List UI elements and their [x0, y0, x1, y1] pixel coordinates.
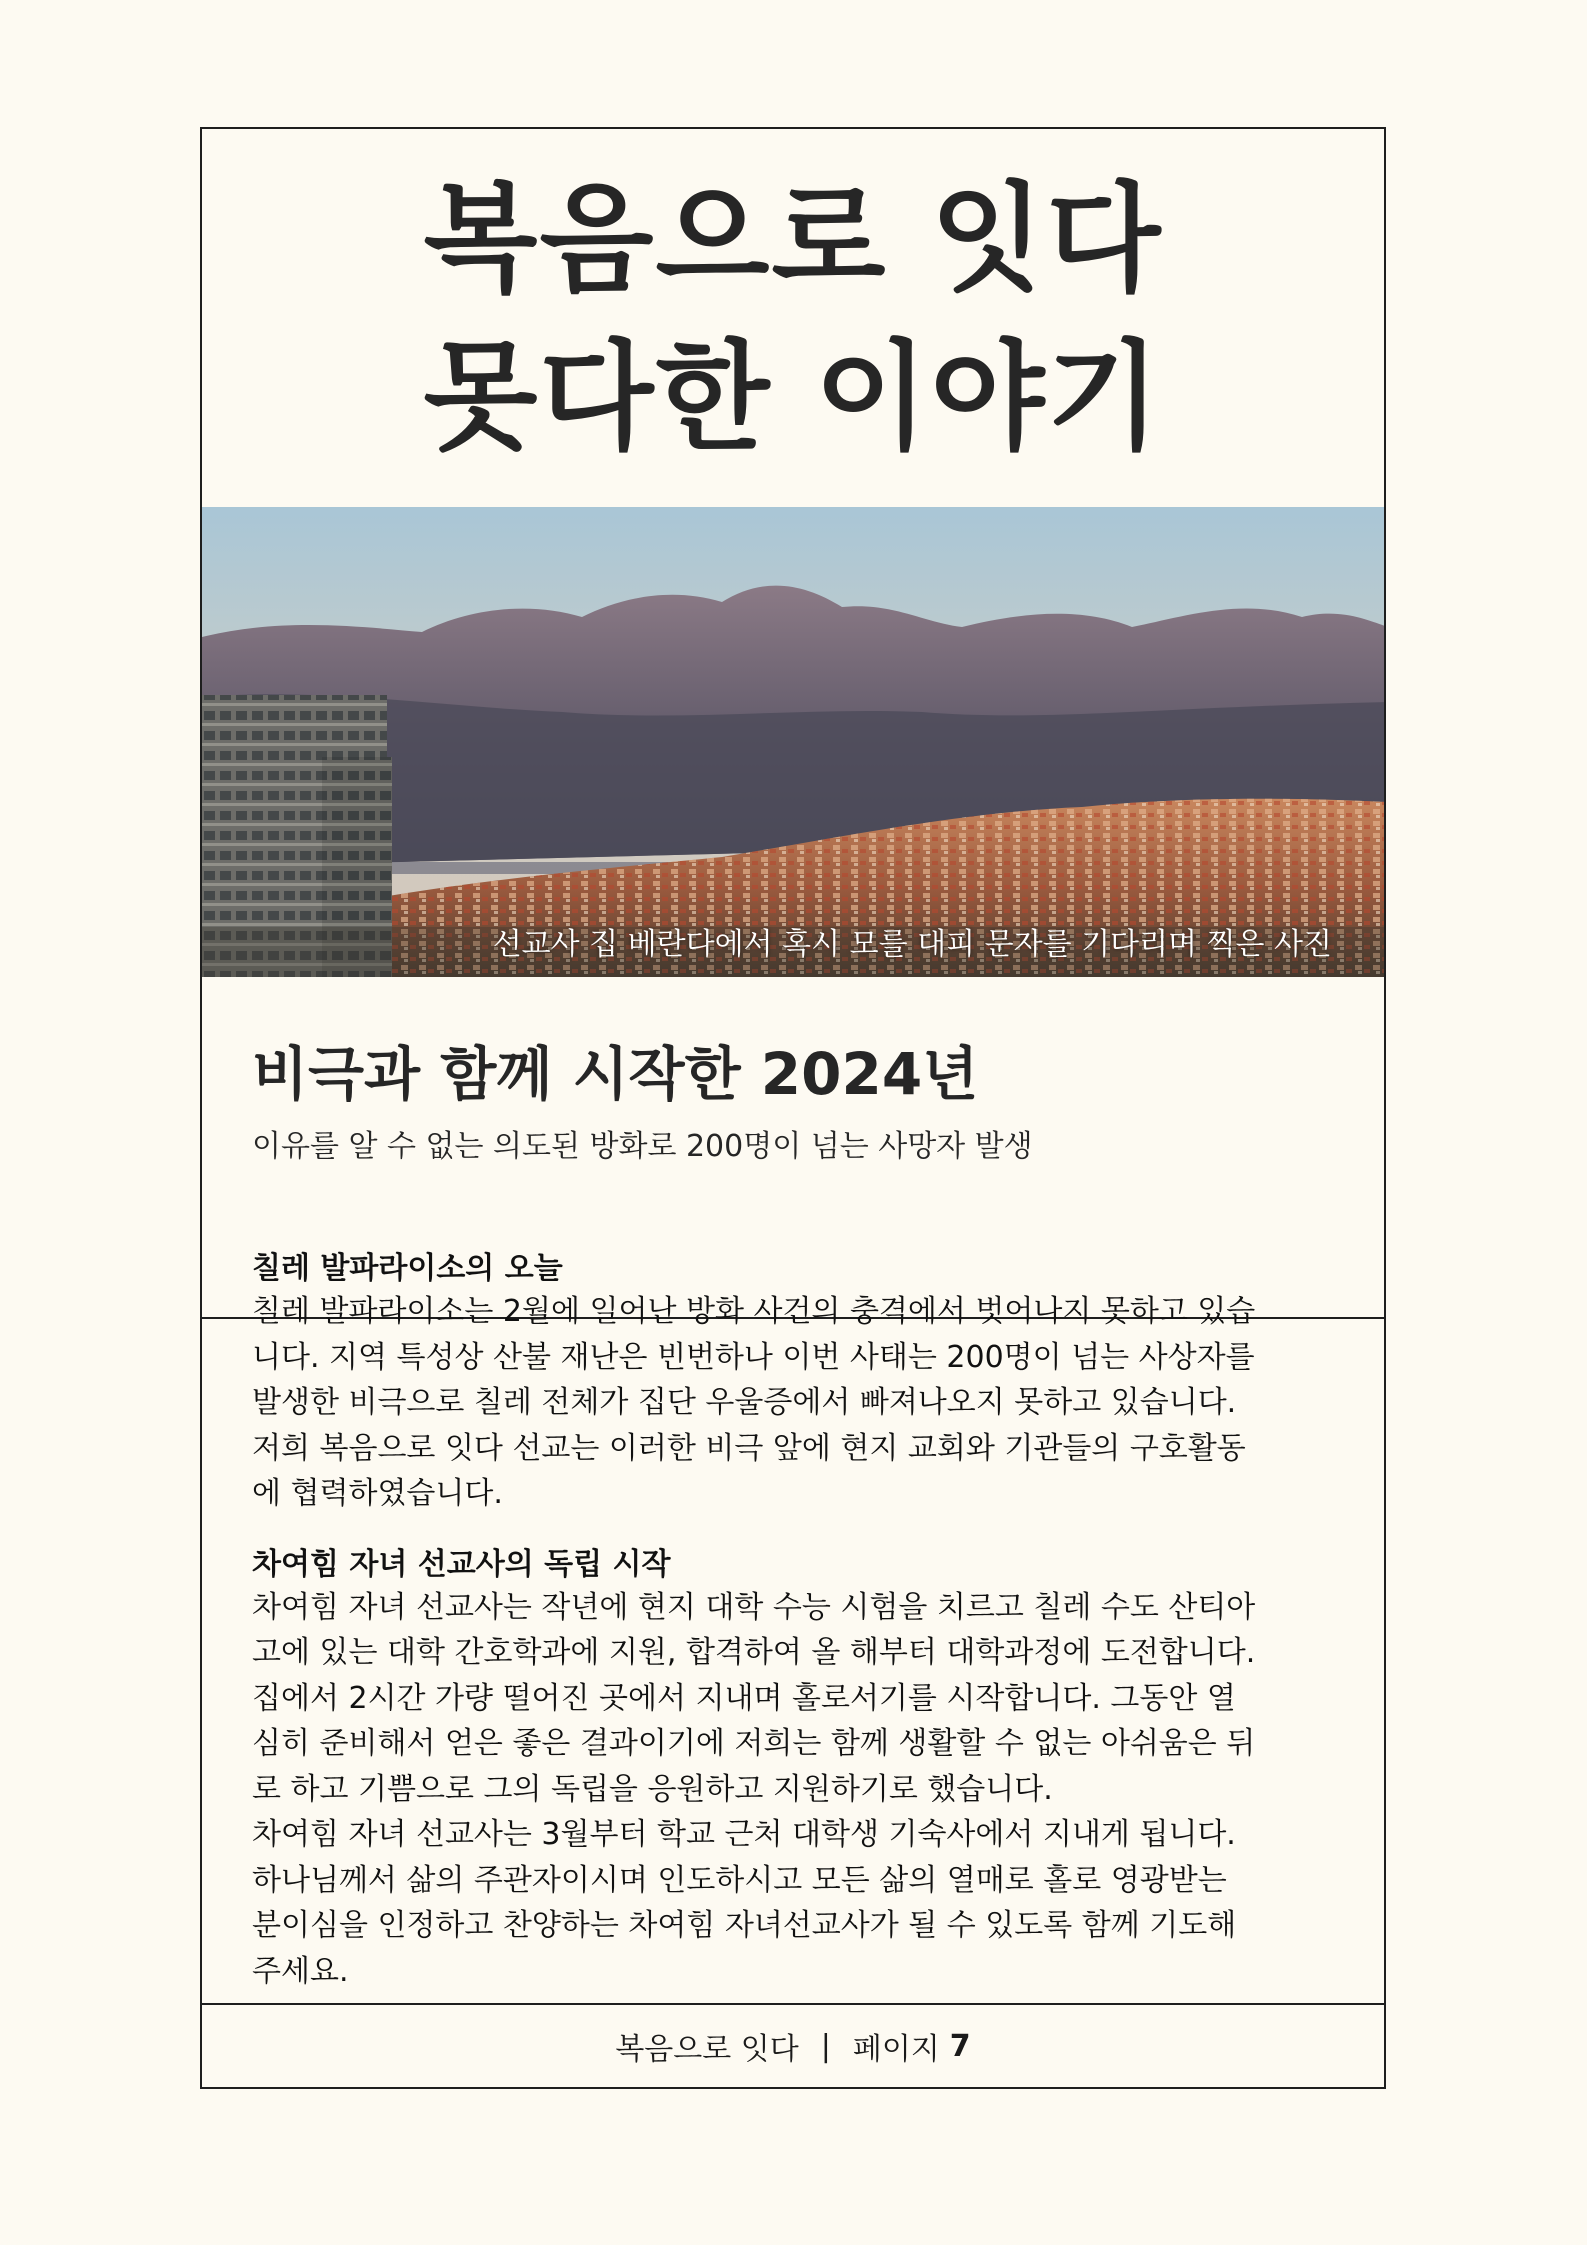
page-title-line-1: 복음으로 잇다 [423, 170, 1163, 308]
article-body [252, 1249, 1342, 1994]
footer-page-number: 7 [949, 2028, 971, 2064]
paragraph-line: 차여힘 자녀 선교사는 작년에 현지 대학 수능 시험을 치르고 칠레 수도 산티아 [252, 1589, 1256, 1625]
footer-separator: | [820, 2028, 831, 2064]
title-block [202, 129, 1384, 507]
headline: 비극과 함께 시작한 2024년 [252, 1040, 979, 1108]
paragraph-line: 집에서 2시간 가량 떨어진 곳에서 지내며 홀로서기를 시작합니다. 그동안 열 [252, 1680, 1236, 1716]
footer-brand: 복음으로 잇다 [615, 2032, 799, 2067]
section-title: 칠레 발파라이소의 오늘 [252, 1251, 563, 1286]
paragraph-line: 고에 있는 대학 간호학과에 지원, 합격하여 올 해부터 대학과정에 도전합니다. [252, 1635, 1256, 1670]
footer-page-label: 페이지 [852, 2032, 940, 2067]
paragraph-line: 주세요. [252, 1953, 349, 1989]
section-valparaiso [252, 1249, 1342, 1517]
paragraph-line: 에 협력하였습니다. [252, 1476, 503, 1511]
paragraph-line: 차여힘 자녀 선교사는 3월부터 학교 근처 대학생 기숙사에서 지내게 됩니다. [252, 1817, 1236, 1852]
page-footer [202, 2003, 1384, 2087]
smoke-over-city-photo [202, 507, 1384, 977]
paragraph-line: 발생한 비극으로 칠레 전체가 집단 우울증에서 빠져나오지 못하고 있습니다. [252, 1385, 1237, 1420]
paragraph-line: 로 하고 기쁨으로 그의 독립을 응원하고 지원하기로 했습니다. [252, 1771, 1053, 1807]
paragraph-line: 심히 준비해서 얻은 좋은 결과이기에 저희는 함께 생활할 수 없는 아쉬움은 뒤 [252, 1726, 1256, 1761]
section-title: 차여힘 자녀 선교사의 독립 시작 [252, 1546, 671, 1582]
paragraph-line: 하나님께서 삶의 주관자이시며 인도하시고 모든 삶의 열매로 홀로 영광받는 [252, 1862, 1227, 1898]
paragraph-line: 저희 복음으로 잇다 선교는 이러한 비극 앞에 현지 교회와 기관들의 구호활동 [252, 1430, 1246, 1466]
paragraph-line: 분이심을 인정하고 찬양하는 차여힘 자녀선교사가 될 수 있도록 함께 기도해 [252, 1908, 1237, 1943]
paragraph-line: 칠레 발파라이소는 2월에 일어난 방화 사건의 충격에서 벗어나지 못하고 있습 [252, 1294, 1256, 1329]
subheadline: 이유를 알 수 없는 의도된 방화로 200명이 넘는 사망자 발생 [252, 1129, 1033, 1164]
paragraph-line: 니다. 지역 특성상 산불 재난은 빈번하나 이번 사태는 200명이 넘는 사상자를 [252, 1339, 1255, 1375]
hero-photo [202, 507, 1384, 977]
page-title-line-2: 못다한 이야기 [423, 328, 1163, 466]
page-frame [200, 127, 1386, 2089]
photo-caption: 선교사 집 베란다에서 혹시 모를 대피 문자를 기다리며 찍은 사진 [492, 927, 1332, 962]
section-independence [252, 1545, 1342, 1995]
